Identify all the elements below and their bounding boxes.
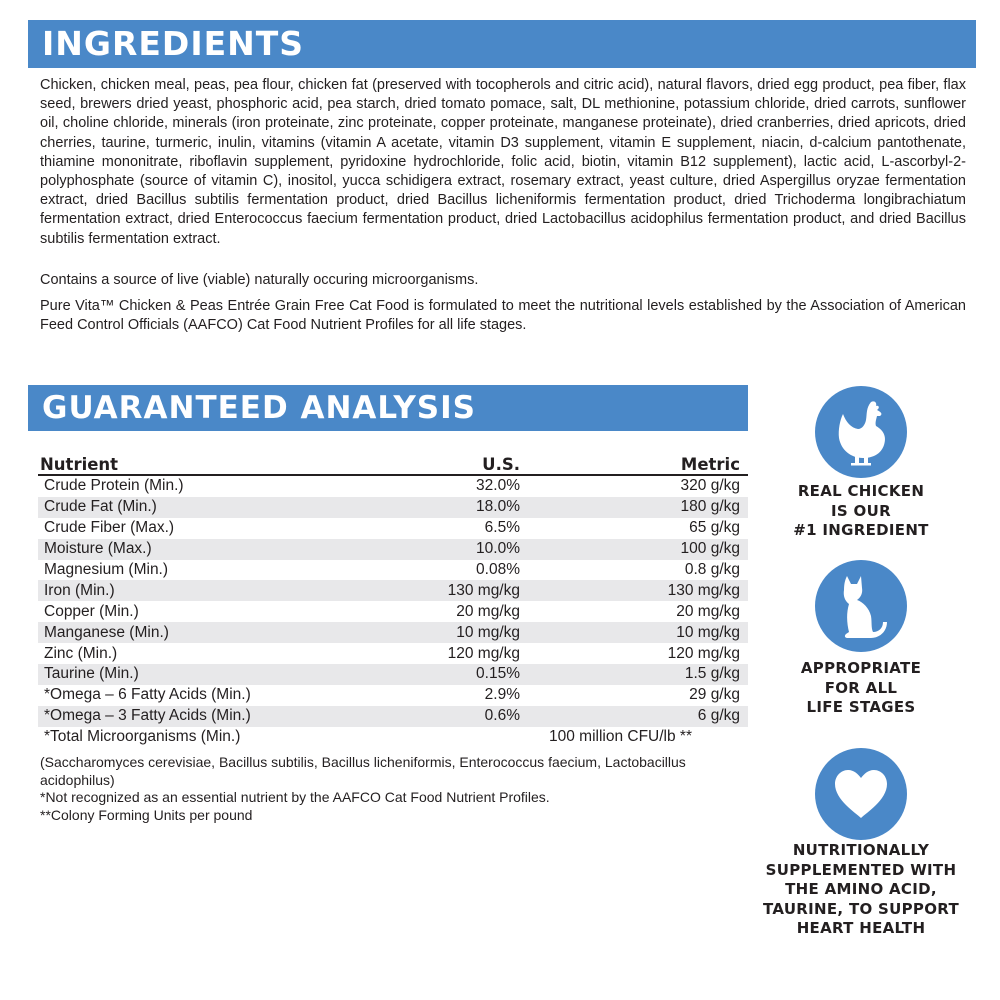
badge-real-chicken-text [760, 482, 962, 541]
table-row [38, 643, 748, 664]
nutrient-name: Magnesium (Min.) [44, 561, 169, 578]
nutrient-name: Moisture (Max.) [38, 539, 378, 560]
microorganism-value: 100 million CFU/lb ** [549, 728, 692, 746]
chicken-badge [815, 386, 907, 478]
badge-line: REAL CHICKEN [797, 482, 925, 500]
badge-line: HEART HEALTH [796, 919, 926, 937]
nutrient-name: Crude Protein (Min.) [44, 477, 184, 495]
nutrient-name: Iron (Min.) [38, 580, 378, 601]
us-value: 20 mg/kg [456, 602, 520, 620]
badge-line: IS OUR [831, 501, 891, 520]
metric-value: 180 g/kg [528, 497, 748, 518]
column-header-nutrient: Nutrient [38, 454, 378, 475]
table-row [38, 539, 748, 560]
footnote-aafco: *Not recognized as an essential nutrient by the AAFCO Cat Food Nutrient Profiles. [40, 789, 550, 805]
guaranteed-analysis-heading: GUARANTEED ANALYSIS [28, 385, 748, 431]
us-value: 130 mg/kg [378, 580, 528, 601]
table-row [38, 664, 748, 685]
badge-line: LIFE STAGES [806, 698, 916, 716]
metric-value: 100 g/kg [528, 539, 748, 560]
badge-line: APPROPRIATE [800, 659, 922, 677]
badge-taurine-text [760, 841, 962, 939]
nutrient-name: Manganese (Min.) [38, 622, 378, 643]
nutrient-name: *Total Microorganisms (Min.) [44, 728, 241, 746]
nutrient-name: Crude Fiber (Max.) [44, 519, 175, 537]
metric-value: 120 mg/kg [667, 644, 740, 662]
badge-line: NUTRITIONALLY [792, 841, 930, 859]
nutrient-name: Copper (Min.) [44, 602, 139, 620]
us-value: 0.08% [476, 561, 520, 578]
footnote-cfu: **Colony Forming Units per pound [40, 806, 253, 823]
table-row [38, 580, 748, 601]
metric-value: 320 g/kg [680, 477, 740, 495]
us-value: 18.0% [378, 497, 528, 518]
ingredients-list: Chicken, chicken meal, peas, pea flour, chicken fat (preserved with tocopherols and citric acid), natural flavors, dried egg product, pea fiber, flax seed, brewers dried yeast, phosphoric acid, pea starch, dried tomato pomace, salt, DL methionine, potassium chloride, dried carrots, sunflower oil, choline chloride, minerals (iron proteinate, zinc proteinate, copper proteinate, manganese proteinate), dried cranberries, dried apricots, dried cherries, taurine, turmeric, inulin, vitamins (vitamin A acetate, vitamin D3 supplement, vitamin E supplement, niacin, d-calcium pantothenate, thiamine mononitrate, riboflavin supplement, pyridoxine hydrochloride, folic acid, biotin, vitamin B12 supplement), lactic acid, L-ascorbyl-2-polyphosphate (source of vitamin C), inositol, yucca schidigera extract, rosemary extract, yeast culture, dried Aspergillus oryzae fermentation extract, dried Bacillus subtilis fermentation product, dried Bacillus licheniformis fermentation product, dried Trichoderma longibrachiatum fermentation extract, dried Enterococcus faecium fermentation product, dried Lactobacillus acidophilus fermentation product, and dried Bacillus subtilis fermentation extract. [40, 77, 966, 247]
metric-value: 20 mg/kg [676, 602, 740, 620]
guaranteed-analysis-table [38, 454, 748, 748]
badge-line: #1 INGREDIENT [793, 521, 929, 539]
metric-value: 6 g/kg [528, 706, 748, 727]
badge-line: TAURINE, TO SUPPORT [763, 899, 959, 918]
table-row [38, 497, 748, 518]
metric-value: 130 mg/kg [528, 580, 748, 601]
us-value: 10.0% [378, 539, 528, 560]
table-row [38, 601, 748, 622]
ingredients-heading: INGREDIENTS [28, 20, 976, 68]
heart-icon [832, 768, 890, 820]
badge-life-stages-text [760, 659, 962, 718]
table-row [38, 475, 748, 497]
metric-value: 29 g/kg [689, 686, 740, 704]
cat-icon [833, 570, 889, 642]
nutrient-name: Crude Fat (Min.) [38, 497, 378, 518]
heart-badge [815, 748, 907, 840]
nutrient-name: *Omega – 3 Fatty Acids (Min.) [38, 706, 378, 727]
metric-value: 0.8 g/kg [684, 561, 740, 578]
table-row [38, 685, 748, 706]
footnote-microorganism-list: (Saccharomyces cerevisiae, Bacillus subtilis, Bacillus licheniformis, Enterococcus faecium, Lactobacillus acidophilus) [40, 754, 686, 788]
live-microorganisms-note: Contains a source of live (viable) naturally occuring microorganisms. [40, 272, 479, 288]
table-row [38, 518, 748, 539]
aafco-statement: Pure Vita™ Chicken & Peas Entrée Grain Free Cat Food is formulated to meet the nutritional levels established by the Association of American Feed Control Officials (AAFCO) Cat Food Nutrient Profiles for all life stages. [40, 298, 966, 334]
us-value: 32.0% [476, 477, 520, 495]
us-value: 0.6% [378, 706, 528, 727]
badge-line: FOR ALL [824, 678, 898, 697]
nutrient-name: *Omega – 6 Fatty Acids (Min.) [44, 686, 251, 704]
us-value: 10 mg/kg [378, 622, 528, 643]
table-row [38, 727, 748, 748]
us-value: 0.15% [378, 664, 528, 685]
us-value: 2.9% [484, 686, 520, 704]
metric-value: 65 g/kg [689, 519, 740, 537]
badge-line: SUPPLEMENTED WITH [765, 860, 957, 879]
cat-badge [815, 560, 907, 652]
badge-line: THE AMINO ACID, [785, 880, 937, 898]
metric-value: 1.5 g/kg [528, 664, 748, 685]
nutrient-name: Zinc (Min.) [44, 644, 118, 662]
us-value: 6.5% [484, 519, 520, 537]
us-value: 120 mg/kg [447, 644, 520, 662]
nutrient-name: Taurine (Min.) [38, 664, 378, 685]
column-header-metric: Metric [528, 454, 748, 475]
table-row [38, 706, 748, 727]
chicken-icon [831, 396, 891, 468]
metric-value: 10 mg/kg [528, 622, 748, 643]
table-row [38, 560, 748, 581]
footnotes [40, 754, 740, 824]
table-header-row [38, 454, 748, 475]
column-header-us: U.S. [378, 454, 528, 475]
table-row [38, 622, 748, 643]
